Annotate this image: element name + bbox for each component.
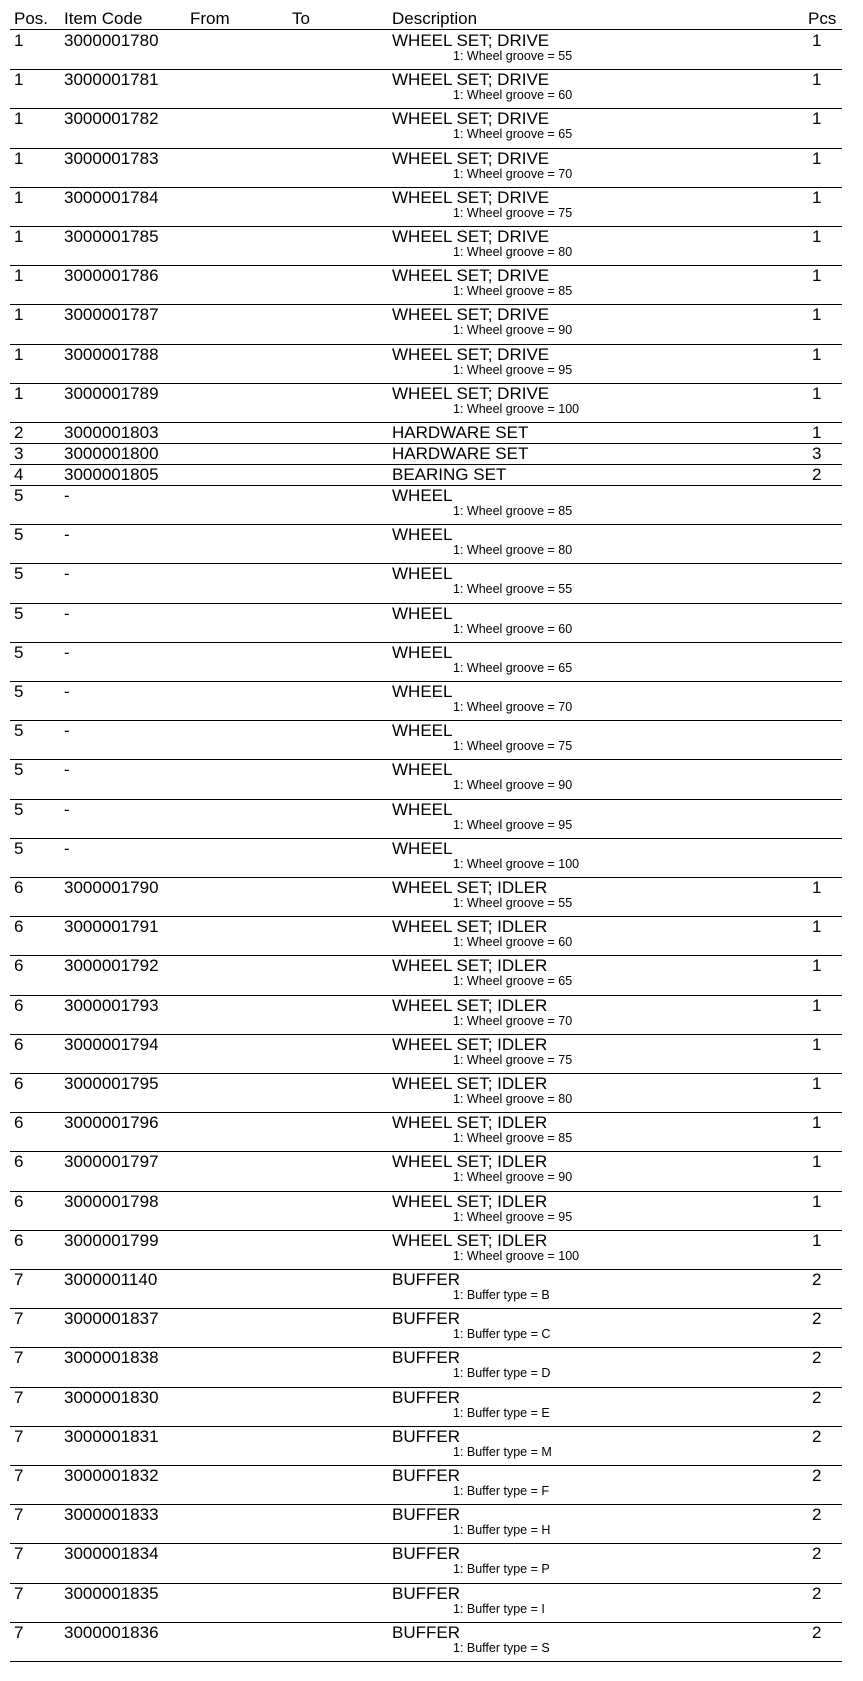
description-note: 1: Buffer type = D xyxy=(453,1366,551,1381)
description-cell: WHEEL SET; IDLER xyxy=(392,1074,548,1093)
pos-cell: 3 xyxy=(14,444,24,463)
table-row xyxy=(10,108,842,147)
description-cell: WHEEL SET; IDLER xyxy=(392,917,548,937)
description-note: 1: Buffer type = H xyxy=(453,1523,551,1538)
description-cell: BUFFER xyxy=(392,1544,460,1564)
description-cell: BUFFER xyxy=(392,1583,460,1603)
table-row xyxy=(10,1151,842,1190)
description-note: 1: Wheel groove = 95 xyxy=(453,817,573,832)
description-note: 1: Wheel groove = 95 xyxy=(453,362,573,377)
description-cell: WHEEL xyxy=(392,486,453,505)
description-note: 1: Buffer type = I xyxy=(453,1601,545,1616)
item-code-cell: 3000001796 xyxy=(64,1113,159,1133)
table-row xyxy=(10,304,842,343)
pcs-cell: 2 xyxy=(812,1505,822,1525)
pos-cell: 6 xyxy=(14,1034,24,1054)
table-row xyxy=(10,30,842,69)
item-code-cell: 3000001832 xyxy=(64,1466,159,1485)
description-cell: BUFFER xyxy=(392,1622,460,1642)
description-cell: WHEEL SET; DRIVE xyxy=(392,187,550,207)
pos-cell: 5 xyxy=(14,721,24,741)
description-cell: WHEEL SET; DRIVE xyxy=(392,383,550,403)
pos-cell: 7 xyxy=(14,1505,24,1525)
pos-cell: 1 xyxy=(14,344,24,364)
table-row xyxy=(10,1073,842,1112)
pcs-cell: 1 xyxy=(812,1152,822,1172)
header-from: From xyxy=(190,9,230,28)
description-cell: WHEEL xyxy=(392,799,453,819)
pos-cell: 1 xyxy=(14,148,24,168)
pos-cell: 7 xyxy=(14,1583,24,1603)
pos-cell: 1 xyxy=(14,266,24,286)
pos-cell: 2 xyxy=(14,423,24,442)
pcs-cell: 1 xyxy=(812,917,822,937)
description-cell: WHEEL SET; IDLER xyxy=(392,1191,548,1211)
description-note: 1: Wheel groove = 90 xyxy=(453,778,573,793)
item-code-cell: 3000001837 xyxy=(64,1309,159,1329)
table-row xyxy=(10,187,842,226)
table-row xyxy=(10,1034,842,1073)
description-note: 1: Wheel groove = 55 xyxy=(453,896,573,910)
pos-cell: 5 xyxy=(14,838,24,858)
description-cell: WHEEL SET; DRIVE xyxy=(392,148,550,168)
table-row xyxy=(10,485,842,524)
item-code-cell: 3000001790 xyxy=(64,878,159,897)
table-row xyxy=(10,1230,842,1269)
item-code-cell: 3000001838 xyxy=(64,1348,159,1368)
pcs-cell: 1 xyxy=(812,31,822,50)
description-note: 1: Wheel groove = 60 xyxy=(453,935,573,950)
pcs-cell: 1 xyxy=(812,995,822,1015)
description-cell: WHEEL SET; IDLER xyxy=(392,1113,548,1133)
description-note: 1: Wheel groove = 65 xyxy=(453,974,573,989)
item-code-cell: 3000001803 xyxy=(64,423,159,442)
description-cell: WHEEL xyxy=(392,642,453,662)
table-row xyxy=(10,443,842,464)
description-cell: WHEEL SET; DRIVE xyxy=(392,31,550,50)
pos-cell: 5 xyxy=(14,799,24,819)
header-pcs: Pcs xyxy=(808,9,837,28)
pcs-cell: 2 xyxy=(812,1387,822,1407)
table-row xyxy=(10,720,842,759)
pcs-cell: 1 xyxy=(812,344,822,364)
table-row xyxy=(10,877,842,916)
table-row xyxy=(10,1112,842,1151)
item-code-cell: - xyxy=(64,603,70,623)
pcs-cell: 2 xyxy=(812,1426,822,1446)
table-row xyxy=(10,759,842,798)
table-row xyxy=(10,995,842,1034)
item-code-cell: 3000001831 xyxy=(64,1426,159,1446)
item-code-cell: - xyxy=(64,486,70,505)
pos-cell: 1 xyxy=(14,31,24,50)
table-row xyxy=(10,265,842,304)
item-code-cell: 3000001792 xyxy=(64,956,159,976)
description-cell: WHEEL SET; DRIVE xyxy=(392,109,550,129)
description-note: 1: Wheel groove = 100 xyxy=(453,1248,580,1263)
pos-cell: 7 xyxy=(14,1309,24,1329)
pcs-cell: 2 xyxy=(812,1270,822,1289)
item-code-cell: 3000001787 xyxy=(64,305,159,325)
pos-cell: 6 xyxy=(14,1152,24,1172)
header-item-code: Item Code xyxy=(64,9,143,28)
pcs-cell: 2 xyxy=(812,1348,822,1368)
pcs-cell: 1 xyxy=(812,878,822,897)
pos-cell: 7 xyxy=(14,1622,24,1642)
item-code-cell: 3000001834 xyxy=(64,1544,159,1564)
table-row xyxy=(10,955,842,994)
pcs-cell: 1 xyxy=(812,109,822,129)
description-note: 1: Wheel groove = 85 xyxy=(453,504,573,518)
pcs-cell: 1 xyxy=(812,227,822,246)
pos-cell: 6 xyxy=(14,1191,24,1211)
pos-cell: 1 xyxy=(14,305,24,325)
item-code-cell: 3000001833 xyxy=(64,1505,159,1525)
description-cell: WHEEL xyxy=(392,838,453,858)
description-note: 1: Wheel groove = 70 xyxy=(453,166,573,181)
pos-cell: 5 xyxy=(14,525,24,545)
pos-cell: 5 xyxy=(14,564,24,584)
description-note: 1: Wheel groove = 80 xyxy=(453,245,573,259)
pos-cell: 7 xyxy=(14,1544,24,1564)
item-code-cell: 3000001780 xyxy=(64,31,159,50)
pos-cell: 6 xyxy=(14,1230,24,1250)
item-code-cell: 3000001836 xyxy=(64,1622,159,1642)
table-row xyxy=(10,563,842,602)
description-note: 1: Wheel groove = 90 xyxy=(453,1170,573,1185)
table-row xyxy=(10,344,842,383)
pcs-cell: 3 xyxy=(812,444,822,463)
pcs-cell: 1 xyxy=(812,148,822,168)
description-note: 1: Wheel groove = 70 xyxy=(453,1013,573,1028)
item-code-cell: 3000001798 xyxy=(64,1191,159,1211)
item-code-cell: 3000001793 xyxy=(64,995,159,1015)
description-cell: WHEEL xyxy=(392,603,453,623)
item-code-cell: - xyxy=(64,838,70,858)
item-code-cell: 3000001835 xyxy=(64,1583,159,1603)
item-code-cell: 3000001795 xyxy=(64,1074,159,1093)
table-row xyxy=(10,1269,842,1308)
description-note: 1: Wheel groove = 85 xyxy=(453,284,573,299)
pos-cell: 1 xyxy=(14,227,24,246)
pos-cell: 1 xyxy=(14,70,24,90)
pos-cell: 5 xyxy=(14,642,24,662)
description-note: 1: Wheel groove = 55 xyxy=(453,49,573,63)
pos-cell: 7 xyxy=(14,1348,24,1368)
description-cell: WHEEL SET; IDLER xyxy=(392,1230,548,1250)
item-code-cell: 3000001783 xyxy=(64,148,159,168)
header-description: Description xyxy=(392,9,478,28)
description-cell: BUFFER xyxy=(392,1426,460,1446)
item-code-cell: 3000001794 xyxy=(64,1034,159,1054)
description-cell: BEARING SET xyxy=(392,465,507,484)
pcs-cell: 1 xyxy=(812,1034,822,1054)
pcs-cell: 1 xyxy=(812,423,822,442)
description-note: 1: Buffer type = M xyxy=(453,1444,552,1459)
table-row xyxy=(10,1543,842,1582)
description-note: 1: Wheel groove = 80 xyxy=(453,1092,573,1106)
table-row xyxy=(10,1387,842,1426)
header-pos: Pos. xyxy=(14,9,49,28)
description-note: 1: Wheel groove = 95 xyxy=(453,1209,573,1224)
item-code-cell: - xyxy=(64,760,70,780)
description-cell: BUFFER xyxy=(392,1387,460,1407)
pos-cell: 5 xyxy=(14,682,24,701)
description-cell: WHEEL SET; IDLER xyxy=(392,1034,548,1054)
pcs-cell: 1 xyxy=(812,266,822,286)
description-cell: BUFFER xyxy=(392,1309,460,1329)
item-code-cell: 3000001799 xyxy=(64,1230,159,1250)
description-note: 1: Wheel groove = 60 xyxy=(453,621,573,636)
description-cell: WHEEL SET; DRIVE xyxy=(392,344,550,364)
table-row xyxy=(10,681,842,720)
item-code-cell: 3000001789 xyxy=(64,383,159,403)
description-cell: WHEEL SET; IDLER xyxy=(392,878,548,897)
pos-cell: 5 xyxy=(14,486,24,505)
table-row xyxy=(10,838,842,877)
pos-cell: 6 xyxy=(14,995,24,1015)
description-cell: WHEEL SET; IDLER xyxy=(392,1152,548,1172)
description-note: 1: Wheel groove = 75 xyxy=(453,739,573,754)
item-code-cell: 3000001788 xyxy=(64,344,159,364)
pcs-cell: 1 xyxy=(812,187,822,207)
item-code-cell: 3000001784 xyxy=(64,187,159,207)
description-cell: WHEEL xyxy=(392,564,453,584)
item-code-cell: 3000001797 xyxy=(64,1152,159,1172)
table-row xyxy=(10,1347,842,1386)
pos-cell: 6 xyxy=(14,956,24,976)
description-cell: WHEEL SET; IDLER xyxy=(392,995,548,1015)
table-row xyxy=(10,464,842,485)
table-row xyxy=(10,422,842,443)
description-cell: BUFFER xyxy=(392,1270,460,1289)
pcs-cell: 2 xyxy=(812,1583,822,1603)
pos-cell: 6 xyxy=(14,917,24,937)
table-row xyxy=(10,603,842,642)
pos-cell: 1 xyxy=(14,109,24,129)
pcs-cell: 1 xyxy=(812,1191,822,1211)
pos-cell: 5 xyxy=(14,603,24,623)
item-code-cell: 3000001805 xyxy=(64,465,159,484)
description-note: 1: Wheel groove = 60 xyxy=(453,88,573,103)
table-row xyxy=(10,524,842,563)
pcs-cell: 2 xyxy=(812,1309,822,1329)
header-to: To xyxy=(292,9,310,28)
table-row xyxy=(10,916,842,955)
pos-cell: 6 xyxy=(14,878,24,897)
description-cell: WHEEL xyxy=(392,682,453,701)
description-note: 1: Buffer type = E xyxy=(453,1405,550,1420)
description-cell: WHEEL xyxy=(392,525,453,545)
table-row xyxy=(10,226,842,265)
table-row xyxy=(10,1191,842,1230)
pcs-cell: 1 xyxy=(812,1113,822,1133)
description-cell: WHEEL xyxy=(392,760,453,780)
description-note: 1: Wheel groove = 85 xyxy=(453,1131,573,1146)
description-cell: WHEEL SET; DRIVE xyxy=(392,305,550,325)
description-cell: BUFFER xyxy=(392,1466,460,1485)
item-code-cell: 3000001781 xyxy=(64,70,159,90)
pos-cell: 6 xyxy=(14,1113,24,1133)
item-code-cell: 3000001791 xyxy=(64,917,159,937)
item-code-cell: - xyxy=(64,799,70,819)
description-cell: WHEEL SET; DRIVE xyxy=(392,266,550,286)
description-note: 1: Buffer type = B xyxy=(453,1288,550,1302)
item-code-cell: 3000001830 xyxy=(64,1387,159,1407)
pos-cell: 7 xyxy=(14,1426,24,1446)
pos-cell: 7 xyxy=(14,1387,24,1407)
pcs-cell: 1 xyxy=(812,383,822,403)
table-row xyxy=(10,1308,842,1347)
item-code-cell: - xyxy=(64,642,70,662)
description-cell: WHEEL SET; DRIVE xyxy=(392,70,550,90)
description-note: 1: Wheel groove = 65 xyxy=(453,127,573,142)
description-note: 1: Wheel groove = 100 xyxy=(453,856,580,871)
pos-cell: 7 xyxy=(14,1466,24,1485)
description-note: 1: Wheel groove = 70 xyxy=(453,700,573,714)
description-note: 1: Buffer type = C xyxy=(453,1327,551,1342)
description-note: 1: Wheel groove = 100 xyxy=(453,401,580,416)
pos-cell: 7 xyxy=(14,1270,24,1289)
table-row xyxy=(10,69,842,108)
pcs-cell: 1 xyxy=(812,70,822,90)
description-cell: BUFFER xyxy=(392,1505,460,1525)
item-code-cell: 3000001140 xyxy=(64,1270,158,1289)
description-note: 1: Wheel groove = 75 xyxy=(453,1052,573,1067)
description-cell: WHEEL SET; IDLER xyxy=(392,956,548,976)
pcs-cell: 1 xyxy=(812,1230,822,1250)
description-note: 1: Buffer type = P xyxy=(453,1562,550,1577)
item-code-cell: - xyxy=(64,682,70,701)
pcs-cell: 2 xyxy=(812,1622,822,1642)
pcs-cell: 1 xyxy=(812,305,822,325)
item-code-cell: 3000001782 xyxy=(64,109,159,129)
table-row xyxy=(10,383,842,422)
item-code-cell: 3000001786 xyxy=(64,266,159,286)
table-row xyxy=(10,1622,842,1661)
pcs-cell: 1 xyxy=(812,956,822,976)
description-note: 1: Buffer type = S xyxy=(453,1640,550,1655)
pcs-cell: 2 xyxy=(812,1544,822,1564)
item-code-cell: 3000001800 xyxy=(64,444,159,463)
pos-cell: 4 xyxy=(14,465,24,484)
description-note: 1: Wheel groove = 55 xyxy=(453,582,573,597)
description-cell: HARDWARE SET xyxy=(392,423,529,442)
pos-cell: 1 xyxy=(14,383,24,403)
pos-cell: 1 xyxy=(14,187,24,207)
description-note: 1: Wheel groove = 80 xyxy=(453,543,573,558)
pcs-cell: 2 xyxy=(812,465,822,484)
table-row xyxy=(10,799,842,838)
table-row xyxy=(10,1465,842,1504)
description-cell: WHEEL SET; DRIVE xyxy=(392,227,550,246)
pcs-cell: 2 xyxy=(812,1466,822,1485)
item-code-cell: 3000001785 xyxy=(64,227,159,246)
description-note: 1: Wheel groove = 65 xyxy=(453,660,573,675)
description-note: 1: Wheel groove = 75 xyxy=(453,205,573,220)
description-note: 1: Buffer type = F xyxy=(453,1484,550,1498)
pos-cell: 6 xyxy=(14,1074,24,1093)
item-code-cell: - xyxy=(64,564,70,584)
pcs-cell: 1 xyxy=(812,1074,822,1093)
description-cell: HARDWARE SET xyxy=(392,444,529,463)
table-row xyxy=(10,642,842,681)
description-cell: WHEEL xyxy=(392,721,453,741)
table-row xyxy=(10,1583,842,1622)
item-code-cell: - xyxy=(64,525,70,545)
table-row xyxy=(10,148,842,187)
item-code-cell: - xyxy=(64,721,70,741)
pos-cell: 5 xyxy=(14,760,24,780)
description-cell: BUFFER xyxy=(392,1348,460,1368)
table-row xyxy=(10,1426,842,1465)
description-note: 1: Wheel groove = 90 xyxy=(453,323,573,338)
table-row xyxy=(10,1504,842,1543)
